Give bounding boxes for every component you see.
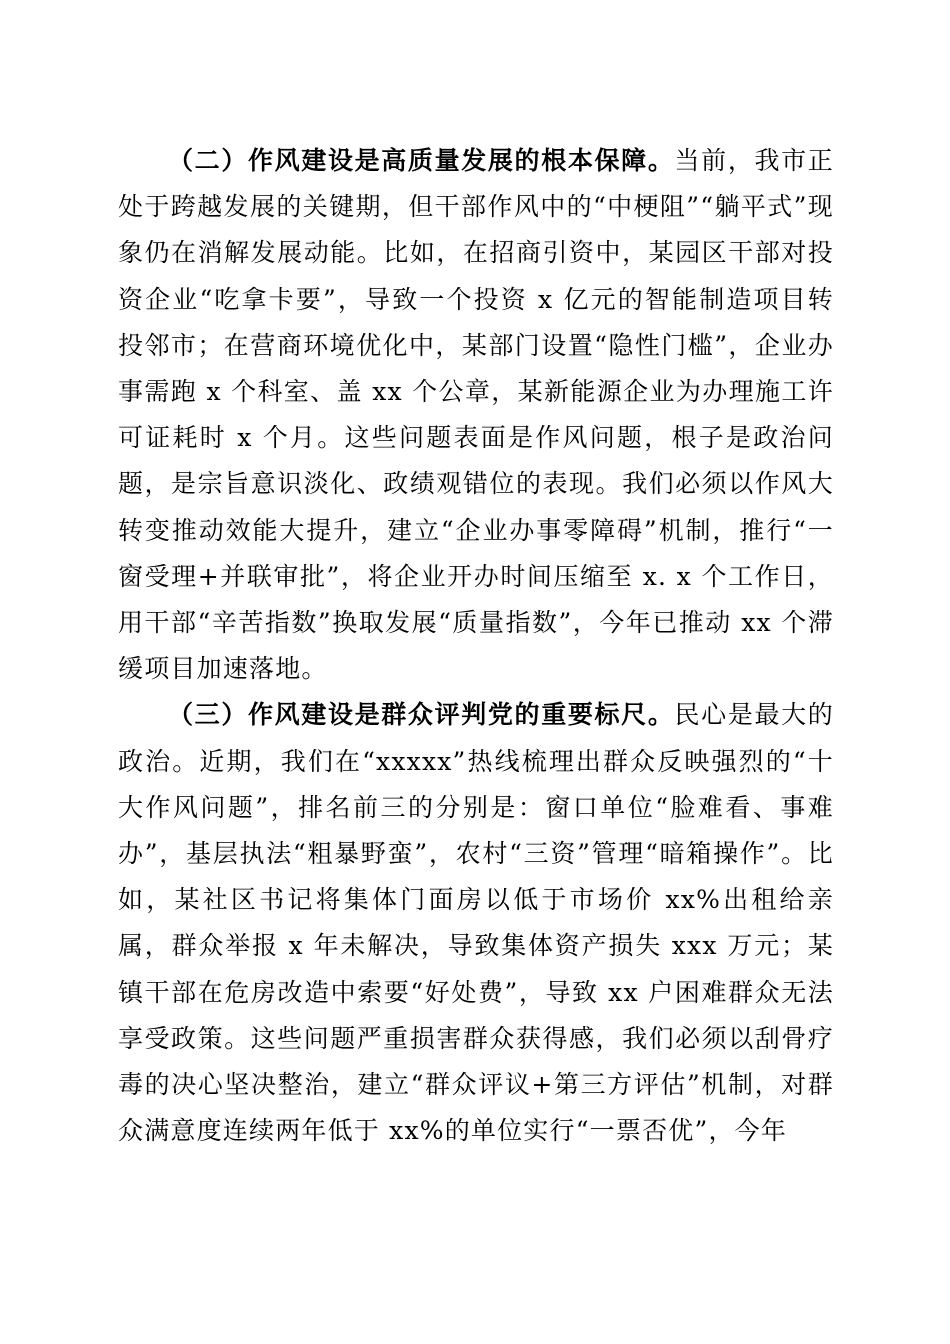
document-body [118,138,834,1154]
paragraph-heading: （二）作风建设是高质量发展的根本保障。 [168,146,675,175]
paragraph-section-2 [118,138,834,692]
paragraph-section-3 [118,692,834,1154]
paragraph-text: 民心是最大的政治。近期，我们在“xxxxx”热线梳理出群众反映强烈的“十大作风问题”，排名前三的分别是：窗口单位“脸难看、事难办”，基层执法“粗暴野蛮”，农村“三资”管理“暗箱操作”。比如，某社区书记将集体门面房以低于市场价 xx%出租给亲属，群众举报 x 年未解决，导致集体资产损失 xxx 万元；某镇干部在危房改造中索要“好处费”，导致 xx 户困难群众无法享受政策。这些问题严重损害群众获得感，我们必须以刮骨疗毒的决心坚决整治，建立“群众评议+第三方评估”机制，对群众满意度连续两年低于 xx%的单位实行“一票否优”，今年 [118,700,834,1146]
paragraph-text: 当前，我市正处于跨越发展的关键期，但干部作风中的“中梗阻”“躺平式”现象仍在消解发展动能。比如，在招商引资中，某园区干部对投资企业“吃拿卡要”，导致一个投资 x 亿元的智能制造项目转投邻市；在营商环境优化中，某部门设置“隐性门槛”，企业办事需跑 x 个科室、盖 xx 个公章，某新能源企业为办理施工许可证耗时 x 个月。这些问题表面是作风问题，根子是政治问题，是宗旨意识淡化、政绩观错位的表现。我们必须以作风大转变推动效能大提升，建立“企业办事零障碍”机制，推行“一窗受理+并联审批”，将企业开办时间压缩至 x. x 个工作日，用干部“辛苦指数”换取发展“质量指数”，今年已推动 xx 个滞缓项目加速落地。 [118,146,834,684]
paragraph-heading: （三）作风建设是群众评判党的重要标尺。 [168,700,675,730]
